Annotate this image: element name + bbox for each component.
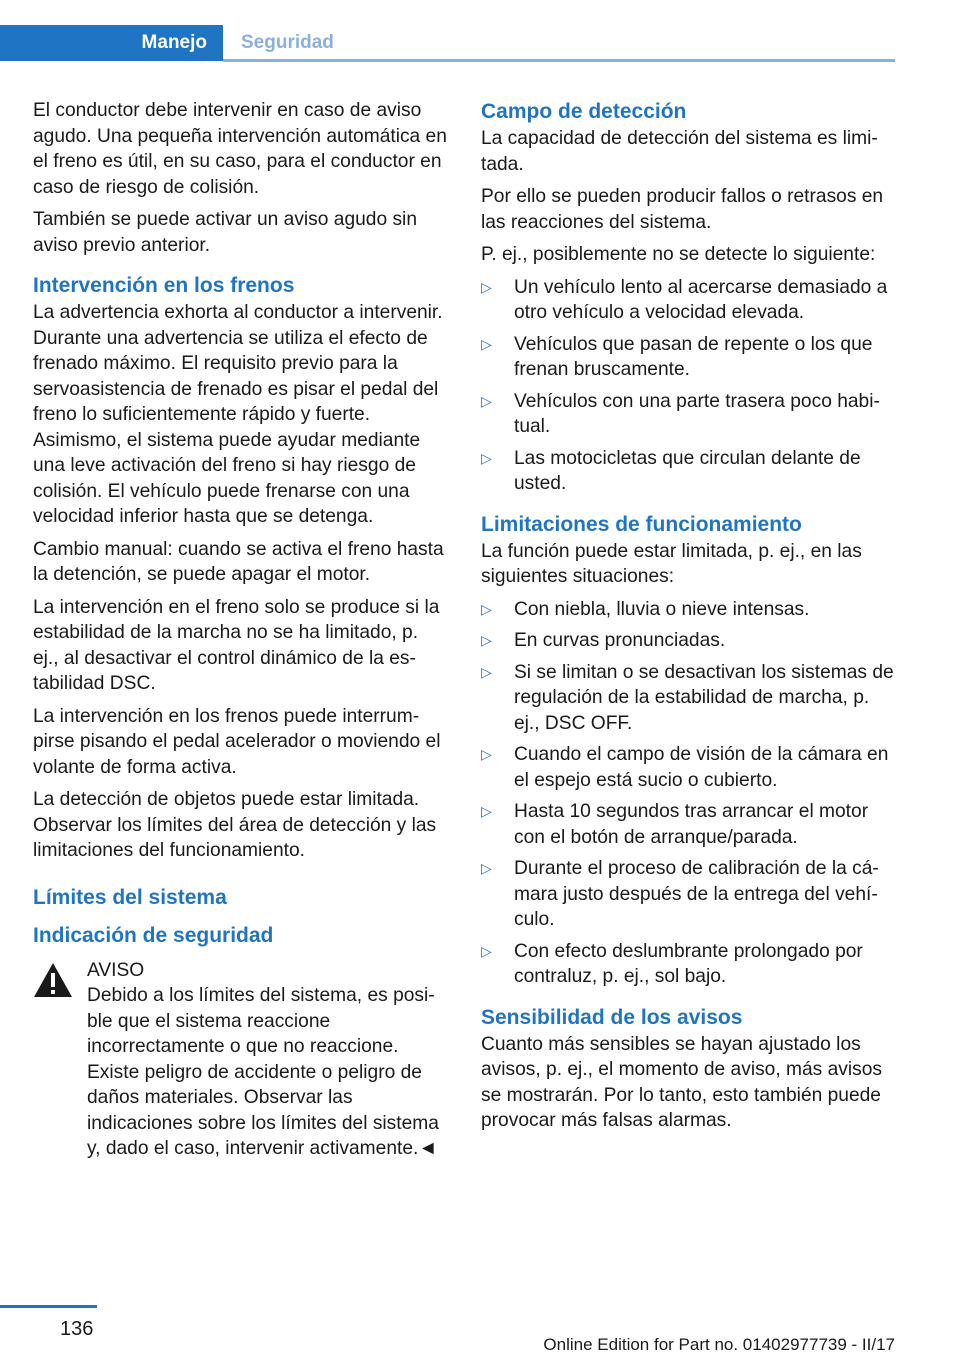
bullet-triangle-icon: ▷ (481, 942, 492, 959)
warning-text (87, 983, 448, 1162)
warning-title: AVISO (87, 959, 145, 981)
bullet-triangle-icon: ▷ (481, 803, 492, 819)
paragraph: El conductor debe intervenir en caso de aviso agudo. Una pequeña intervención automática en el freno es útil, en su caso, para el conductor en caso de riesgo de colisión. (33, 100, 447, 198)
heading-sensibilidad-avisos: Sensibilidad de los avisos (481, 1005, 743, 1029)
bullet-triangle-icon: ▷ (481, 860, 492, 876)
list-item: ▷ Si se limitan o se desactivan los sistemas de regulación de la estabilidad de marcha, p. ej., DSC OFF. (481, 661, 894, 734)
list-item: ▷ Cuando el campo de visión de la cámara en el espejo está sucio o cubierto. (481, 744, 889, 791)
paragraph: Cuanto más sensibles se hayan ajustado los avisos, p. ej., el momento de aviso, más avisos se mostrarán. Por lo tanto, esto también puede provocar más falsas alarmas. (481, 1033, 882, 1131)
heading-indicacion-seguridad: Indicación de seguridad (33, 923, 274, 947)
page-header (0, 0, 960, 64)
heading-limitaciones-funcionamiento: Limitaciones de funcionamiento (481, 512, 802, 536)
bullet-triangle-icon: ▷ (481, 335, 492, 352)
list-item: ▷ Con niebla, lluvia o nieve intensas. (481, 597, 896, 623)
paragraph: Cambio manual: cuando se activa el freno hasta la detención, se puede apagar el motor. (33, 538, 444, 585)
footer-edition: Online Edition for Part no. 01402977739 - II/17 (543, 1335, 895, 1354)
bullet-triangle-icon: ▷ (481, 278, 492, 295)
paragraph: La advertencia exhorta al conductor a intervenir. Durante una advertencia se utiliza el efecto de frenado máximo. El requisito previo para la servoasistencia de frenado es pisar el pedal del freno lo suficientemente rápido y fuerte. Asimismo, el sistema puede ayudar mediante una leve activación del freno si hay riesgo de colisión. El vehículo puede frenarse con una velocidad inferior hasta que se detenga. (33, 302, 443, 527)
page-number-rule (0, 1305, 97, 1308)
bullet-triangle-icon: ▷ (481, 449, 492, 466)
paragraph: La función puede estar limitada, p. ej., en las siguientes situaciones: (481, 540, 862, 587)
list-item: ▷ Un vehículo lento al acercarse demasiado a otro vehículo a velocidad elevada. (481, 276, 888, 323)
bullet-triangle-icon: ▷ (481, 663, 492, 680)
header-rule (223, 59, 895, 62)
bullet-triangle-icon: ▷ (481, 632, 492, 648)
warning-text-body: Debido a los límites del sistema, es posible que el sistema reaccione incorrectamente o que no reaccione. Existe peligro de accidente o peligro de daños materiales. Observar las indicaciones sobre los límites del sistema y, dado el caso, intervenir activamente.◄ (87, 985, 439, 1159)
bullet-triangle-icon: ▷ (481, 392, 492, 409)
warning-triangle-icon (33, 962, 73, 998)
list-no-detectado (481, 275, 896, 497)
tab-seguridad[interactable]: Seguridad (223, 25, 895, 61)
page-number: 136 (60, 1318, 94, 1340)
bullet-triangle-icon: ▷ (481, 746, 492, 762)
right-column (481, 98, 896, 1141)
paragraph: La detección de objetos puede estar limitada. Observar los límites del área de detección y las limitaciones del funcionamiento. (33, 789, 437, 861)
paragraph: La capacidad de detección del sistema es limitada. (481, 128, 878, 175)
paragraph: Por ello se pueden producir fallos o retrasos en las reacciones del sistema. (481, 186, 884, 233)
paragraph: La intervención en los frenos puede interrumpirse pisando el pedal acelerador o moviendo el volante de forma activa. (33, 705, 441, 778)
paragraph: La intervención en el freno solo se produce si la estabilidad de la marcha no se ha limitado, p. ej., al desactivar el control dinámico de la estabilidad DSC. (33, 596, 440, 694)
tab-manejo[interactable]: Manejo (0, 25, 223, 61)
list-item: ▷ Vehículos que pasan de repente o los que frenan bruscamente. (481, 333, 873, 380)
left-column (33, 98, 448, 1169)
paragraph: P. ej., posiblemente no se detecte lo siguiente: (481, 244, 876, 265)
list-item: ▷ Vehículos con una parte trasera poco habitual. (481, 390, 880, 437)
heading-limites-sistema: Límites del sistema (33, 885, 227, 909)
list-item: ▷ Con efecto deslumbrante prolongado por contraluz, p. ej., sol bajo. (481, 940, 863, 987)
heading-intervencion-frenos: Intervención en los frenos (33, 274, 295, 297)
list-item: ▷ En curvas pronunciadas. (481, 628, 896, 654)
heading-campo-deteccion: Campo de detección (481, 100, 687, 123)
list-item: ▷ Las motocicletas que circulan delante de usted. (481, 447, 861, 494)
list-item: ▷ Hasta 10 segundos tras arrancar el motor con el botón de arranque/parada. (481, 801, 869, 848)
bullet-triangle-icon: ▷ (481, 600, 492, 617)
list-limitaciones (481, 597, 896, 990)
list-item: ▷ Durante el proceso de calibración de la cámara justo después de la entrega del vehículo. (481, 858, 879, 930)
paragraph: También se puede activar un aviso agudo sin aviso previo anterior. (33, 209, 417, 256)
warning-box (33, 958, 448, 1162)
